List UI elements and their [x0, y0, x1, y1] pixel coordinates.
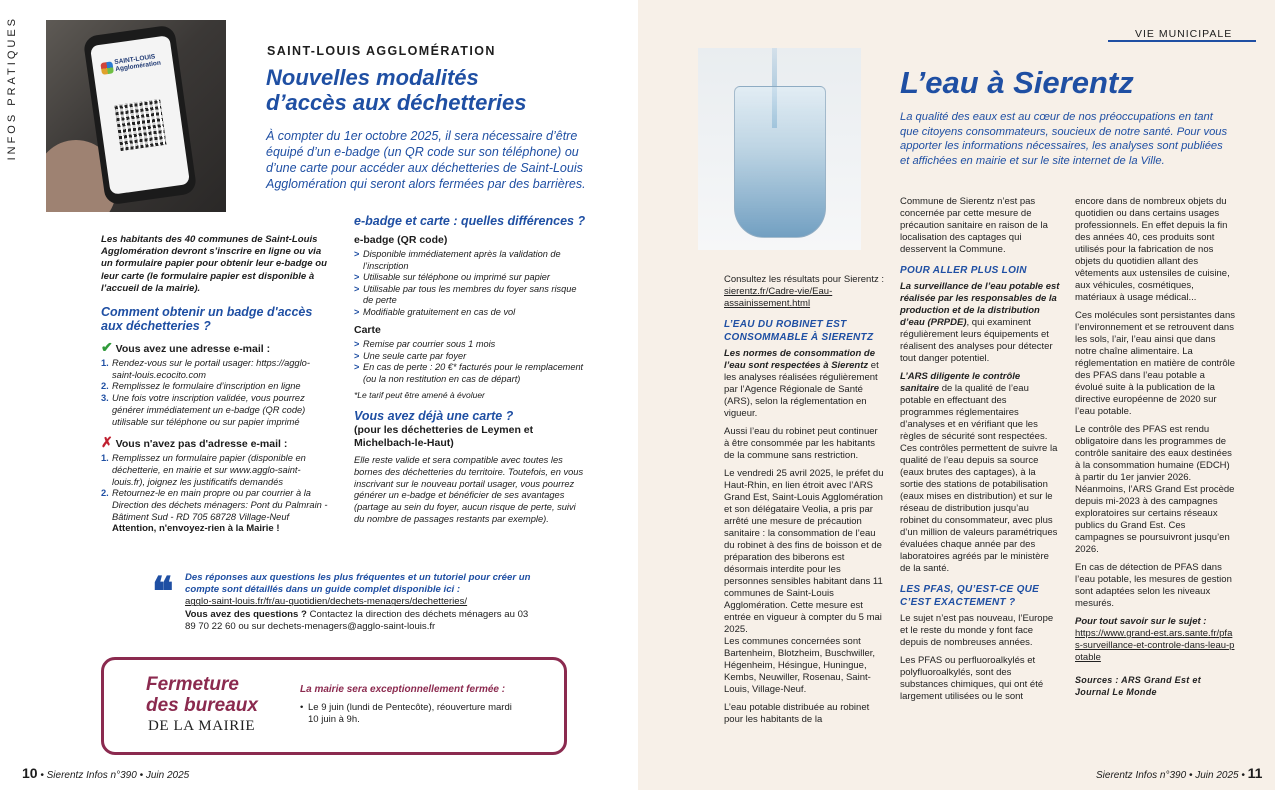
- faq-question: Vous avez des questions ?: [185, 608, 307, 620]
- pfas-heading: LES PFAS, QU’EST-CE QUE C’EST EXACTEMENT ?: [900, 584, 1040, 608]
- results-link[interactable]: sierentz.fr/Cadre-vie/Eau-assainissement.html: [724, 286, 833, 309]
- sources: Sources : ARS Grand Est et Journal Le Monde: [1075, 675, 1201, 697]
- ars-link[interactable]: https://www.grand-est.ars.sante.fr/pfas-surveillance-et-controle-dans-leau-potable: [1075, 628, 1235, 663]
- section-vertical-label: INFOS PRATIQUES: [6, 16, 18, 161]
- with-email-title: Vous avez une adresse e-mail :: [115, 343, 271, 356]
- photo-logo-text: SAINT-LOUIS Agglomération: [113, 53, 162, 73]
- list-item: > Disponible immédiatement après la validation de l’inscription: [354, 249, 586, 272]
- closure-item: • Le 9 juin (lundi de Pentecôte), réouverture mardi 10 juin à 9h.: [300, 702, 512, 725]
- footer-text: • Sierentz Infos n°390 • Juin 2025: [40, 770, 190, 781]
- already-card-sub: (pour les déchetteries de Leymen et Michelbach-le-Haut): [354, 424, 534, 449]
- section-rule: [1108, 40, 1256, 42]
- already-card-title: Vous avez déjà une carte ?: [354, 409, 514, 423]
- list-item: 2. Remplissez le formulaire d’inscription en ligne: [101, 381, 301, 392]
- ebadge-title: e-badge (QR code): [354, 234, 448, 246]
- col1-heading: L’EAU DU ROBINET EST CONSOMMABLE À SIERENTZ: [724, 319, 874, 343]
- list-item: > Utilisable sur téléphone ou imprimé sur papier: [354, 272, 586, 284]
- list-item: 3. Une fois votre inscription validée, vous pourrez générer immédiatement un e-badge (QR code) utilisable sur téléphone ou sur papier imprimé: [101, 393, 306, 427]
- left-column: [101, 234, 329, 534]
- faq-block: [185, 572, 535, 633]
- already-card-text: Elle reste valide et sera compatible avec toutes les bornes des déchetteries du territoire. Toutefois, en vous inscrivant sur le nouveau portail usager, vous pourrez générer un e-badge et bénéficier de ses avantages (partage au sein du foyer, aucun risque de perte, suivi du nombre de passages restants par exemple).: [354, 455, 584, 524]
- list-item: > Modifiable gratuitement en cas de vol: [354, 307, 586, 319]
- list-item: 1. Rendez-vous sur le portail usager: https://agglo-saint-louis.ecocito.com: [101, 358, 310, 380]
- qr-code-icon: [114, 99, 166, 151]
- faq-bold: Des réponses aux questions les plus fréquentes et un tutoriel pour créer un compte sont détaillés dans un guide complet disponible ici :: [185, 572, 531, 596]
- check-icon: ✔: [101, 339, 113, 356]
- glass-icon: [734, 86, 826, 238]
- water-intro: La qualité des eaux est au cœur de nos préoccupations en tant que citoyens consommateurs, soucieux de notre santé. Pour vous apporter les informations nécessaires, les analyses sont publiées et affichées en mairie et sur le site internet de la Ville.: [900, 111, 1228, 167]
- closure-notice: [101, 657, 567, 755]
- article-intro: À compter du 1er octobre 2025, il sera nécessaire d’être équipé d’un e-badge (un QR code sur son téléphone) ou d’une carte pour accéder aux déchetteries de Saint-Louis Agglomération qui seront alors fermées par des barrières.: [266, 129, 586, 191]
- closure-subtitle: DE LA MAIRIE: [148, 718, 256, 734]
- page-footer-right: [1096, 765, 1262, 781]
- phone-qr-photo: [46, 20, 226, 212]
- page-footer-left: [22, 765, 189, 781]
- article-kicker: SAINT-LOUIS AGGLOMÉRATION: [267, 44, 496, 58]
- footer-text-right: Sierentz Infos n°390 • Juin 2025 •: [1096, 770, 1245, 781]
- col2-heading: POUR ALLER PLUS LOIN: [900, 265, 1027, 276]
- list-item: 2. Retournez-le en main propre ou par courrier à la Direction des déchets ménagers: Pont du Palmrain - Bâtiment Sud - RD 705 68728 Village-Neuf: [101, 488, 328, 522]
- quote-icon: ❝: [152, 568, 174, 615]
- water-column-3: encore dans de nombreux objets du quotidien ou dans certains usages professionnels. En effet depuis la fin des années 40, ces produits sont utilisés pour la fabrication de nos objets du quotidien allant des vêtements aux ustensiles de cuisine, aux véhicules, cosmétiques, matériaux à usage médical... Ces molécules sont persistantes dans l’environnement et se retrouvent dans les sols, l’air, l’eau ainsi que dans notre chaîne alimentaire. La réglementation en matière de contrôle des PFAS dans l’eau potable a évolué suite à la publication de la directive européenne de 2020 sur l’eau potable. Le contrôle des PFAS est rendu obligatoire dans les programmes de contrôle sanitaire des eaux destinées à la consommation humaine (EDCH) à partir du 1er janvier 2026. Néanmoins, l’ARS Grand Est procède depuis mi-2023 à des campagnes exploratoires sur certains réseaux publics du Grand Est. Ces campagnes se poursuivront jusqu’en 2026. En cas de détection de PFAS dans l’eau potable, les mesures de gestion sont adaptées selon les niveaux mesurés. Pour tout savoir sur le sujet : https://www.grand-est.ars.sante.fr/pfas-surveillance-et-controle-dans-leau-potable Sources : ARS Grand Est et Journal Le Monde: [1075, 196, 1236, 697]
- faq-link[interactable]: agglo-saint-louis.fr/fr/au-quotidien/dechets-menagers/dechetteries/: [185, 596, 468, 608]
- without-email-title: Vous n'avez pas d'adresse e-mail :: [115, 438, 288, 451]
- closure-title: Fermeture des bureaux: [146, 674, 258, 716]
- article-title: Nouvelles modalités d’accès aux déchetteries: [266, 65, 527, 115]
- cross-icon: ✗: [101, 434, 113, 451]
- page-number: 10: [22, 765, 38, 781]
- list-item: > Utilisable par tous les membres du foyer sans risque de perte: [354, 284, 586, 307]
- lead-text: Les habitants des 40 communes de Saint-Louis Agglomération devront s’inscrire en ligne ou via un formulaire papier pour obtenir leur e-badge ou leur carte (le formulaire papier est disponible à l’accueil de la mairie).: [101, 234, 328, 294]
- closure-heading: La mairie sera exceptionnellement fermée :: [300, 684, 506, 695]
- without-email-block: [101, 436, 329, 534]
- list-item: > Une seule carte par foyer: [354, 351, 586, 363]
- differences-title: e-badge et carte : quelles différences ?: [354, 214, 586, 228]
- water-column-1: Consultez les résultats pour Sierentz : sierentz.fr/Cadre-vie/Eau-assainissement.html L’EAU DU ROBINET EST CONSOMMABLE À SIERENTZ Les normes de consommation de l’eau sont respectées à Sierentz et les analyses réalisées régulièrement par l’Agence Régionale de Santé (ARS), selon la réglementation en vigueur. Aussi l’eau du robinet peut continuer à être consommée par les habitants de la commune sans restriction. Le vendredi 25 avril 2025, le préfet du Haut-Rhin, en lien étroit avec l’ARS Grand Est, Saint-Louis Agglomération et son délégataire Veolia, a pris par arrêté une mesure de précaution sanitaire : la consommation de l’eau du robinet à des fins de boisson et de préparation des biberons est désormais interdite pour les personnes sensibles habitant dans 11 communes de Saint-Louis Agglomération. Cette mesure est entrée en vigueur à compter du 5 mai 2025. Les communes concernées sont Bartenheim, Blotzheim, Buschwiller, Hégenheim, Hésingue, Huningue, Kembs, Neuwiller, Rosenau, Saint-Louis, Village-Neuf. L’eau potable distribuée au robinet pour les habitants de la: [724, 274, 884, 725]
- water-column-2: Commune de Sierentz n’est pas concernée par cette mesure de précaution sanitaire en raison de la localisation des captages qui desservent la Commune. POUR ALLER PLUS LOIN La surveillance de l’eau potable est réalisée par les responsables de la production et de la distribution d’eau (PRPDE), qui examinent régulièrement leurs équipements et réalisent des analyses pour détecter tout danger potentiel. L’ARS diligente le contrôle sanitaire de la qualité de l’eau potable en effectuant des programmes réglementaires d’analyses et en vérifiant que les règles de sécurité sont respectées. Ces contrôles permettent de suivre la qualité de l’eau depuis sa source (eaux brutes des captages), à la sortie des stations de potabilisation (eaux mises en distribution) et sur le réseau de distribution jusqu’au robinet du consommateur, avec plus d’un million de valeurs paramétriques évaluées chaque année par des laboratoires agréés par le ministère de la santé. LES PFAS, QU’EST-CE QUE C’EST EXACTEMENT ? Le sujet n’est pas nouveau, l’Europe et le reste du monde y font face depuis de nombreuses années. Les PFAS ou perfluoroalkylés et polyfluoroalkylés, sont des substances chimiques, qui ont été largement utilisées ou le sont: [900, 196, 1060, 702]
- section-label: VIE MUNICIPALE: [1135, 28, 1233, 40]
- how-to-title: Comment obtenir un badge d'accès aux déchetteries ?: [101, 305, 313, 334]
- saint-louis-logo-icon: [100, 61, 114, 75]
- list-item: 1. Remplissez un formulaire papier (disponible en déchetterie, en mairie et sur www.agglo-saint-louis.fr), joignez les justificatifs demandés: [101, 453, 306, 487]
- right-column: [354, 214, 586, 526]
- tariff-note: *Le tarif peut être amené à évoluer: [354, 390, 485, 400]
- list-item: > En cas de perte : 20 €* facturés pour le remplacement (ou la non restitution en cas de départ): [354, 362, 586, 385]
- faq-contact: Contactez la direction des déchets ménagers au 03 89 70 22 60 ou sur dechets-menagers@agglo-saint-louis.fr: [185, 608, 529, 632]
- with-email-block: [101, 341, 329, 428]
- water-title: L’eau à Sierentz: [900, 65, 1134, 100]
- list-item: > Remise par courrier sous 1 mois: [354, 339, 586, 351]
- water-glass-photo: [698, 48, 861, 250]
- warning-text: Attention, n'envoyez-rien à la Mairie !: [112, 523, 280, 535]
- card-title: Carte: [354, 324, 381, 336]
- page-number-right: 11: [1247, 765, 1263, 781]
